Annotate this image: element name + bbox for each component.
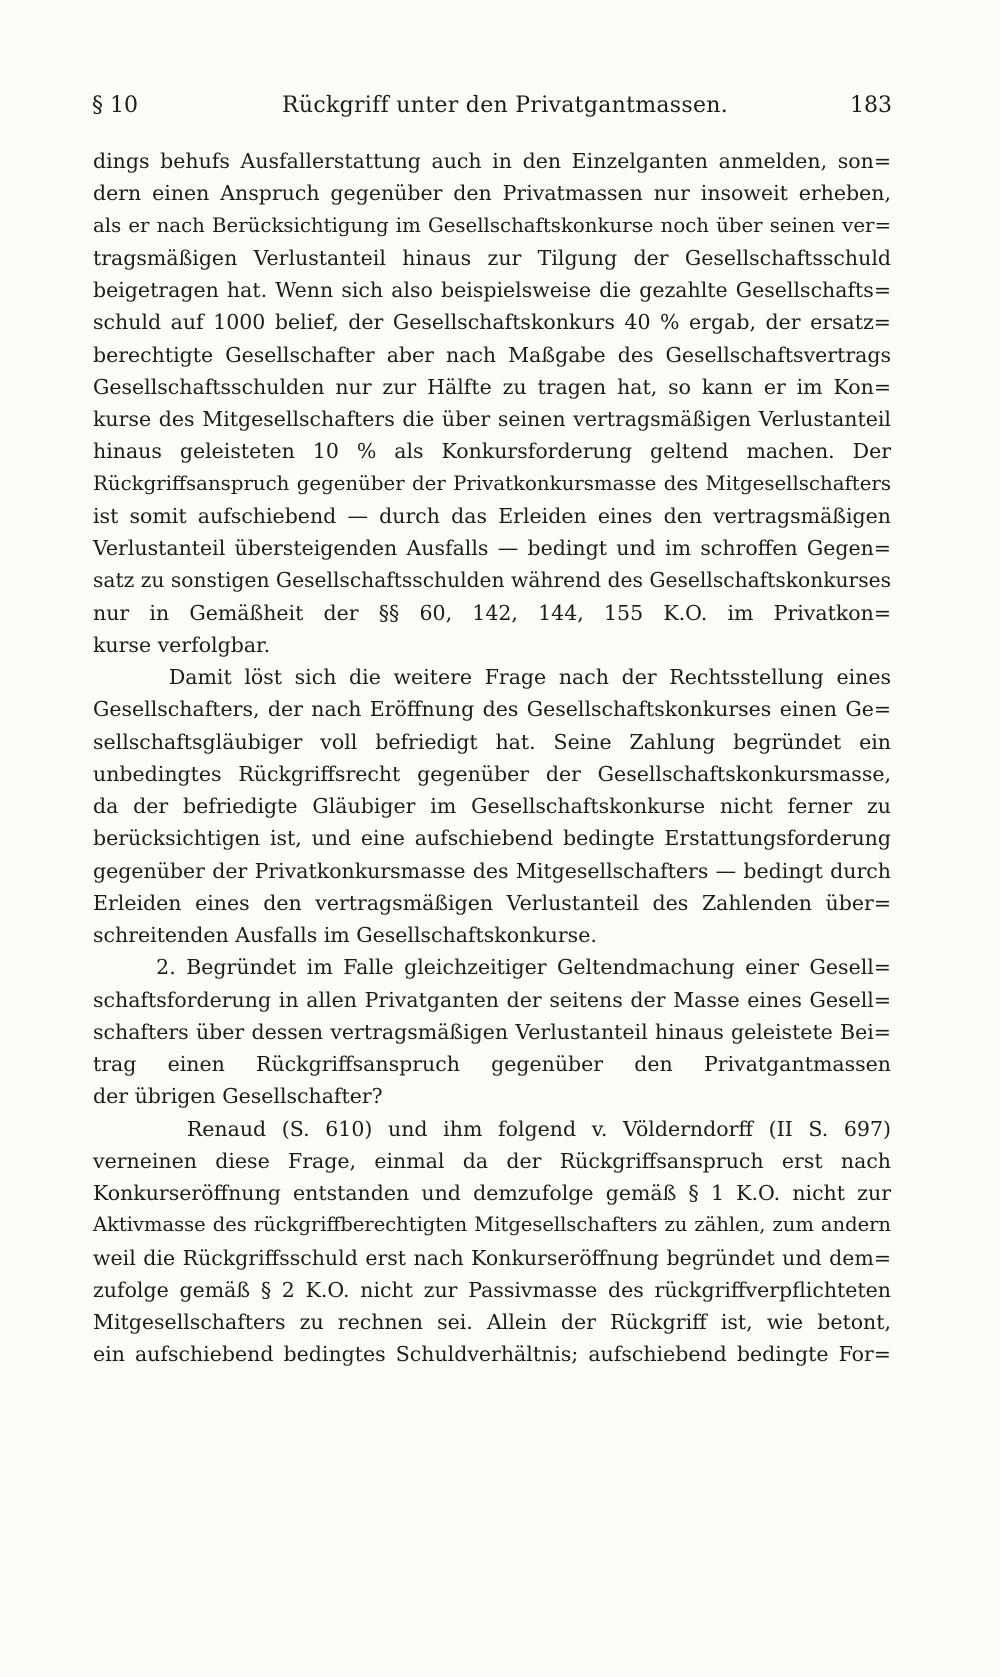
text-line: Renaud (S. 610) und ihm folgend v. Völderndorff (II S. 697): [93, 1116, 891, 1141]
text-line: da der befriedigte Gläubiger im Gesellschaftskonkurse nicht ferner zu: [93, 794, 891, 818]
page-number: 183: [850, 93, 892, 118]
text-line: beigetragen hat. Wenn sich also beispielsweise die gezahlte Gesellschafts=: [93, 278, 891, 302]
text-line: Verlustanteil übersteigenden Ausfalls — bedingt und im schroffen Gegen=: [93, 536, 891, 560]
text-line: berücksichtigen ist, und eine aufschiebend bedingte Erstattungsforderung: [93, 826, 891, 851]
text-line: dings behufs Ausfallerstattung auch in den Einzelganten anmelden, son=: [93, 149, 891, 173]
text-line: schreitenden Ausfalls im Gesellschaftskonkurse.: [93, 923, 597, 947]
text-line: unbedingtes Rückgriffsrecht gegenüber der Gesellschaftskonkursmasse,: [93, 761, 891, 786]
text-line: tragsmäßigen Verlustanteil hinaus zur Tilgung der Gesellschaftsschuld: [93, 245, 891, 270]
text-line: kurse verfolgbar.: [93, 632, 271, 657]
running-header: [92, 93, 892, 127]
text-line: Rückgriffsanspruch gegenüber der Privatkonkursmasse des Mitgesellschafters: [93, 471, 891, 495]
text-line: als er nach Berücksichtigung im Gesellschaftskonkurse noch über seinen ver=: [93, 213, 891, 237]
text-line: schaftsforderung in allen Privatganten der seitens der Masse eines Gesell=: [93, 987, 891, 1012]
text-line: ist somit aufschiebend — durch das Erleiden eines den vertragsmäßigen: [93, 503, 891, 528]
text-line: zufolge gemäß § 2 K.O. nicht zur Passivmasse des rückgriffverpflichteten: [93, 1277, 891, 1302]
text-line: Erleiden eines den vertragsmäßigen Verlustanteil des Zahlenden über=: [93, 890, 891, 915]
text-line: dern einen Anspruch gegenüber den Privatmassen nur insoweit erheben,: [93, 181, 891, 206]
text-line: schuld auf 1000 belief, der Gesellschaftskonkurs 40 % ergab, der ersatz=: [93, 310, 891, 335]
text-line: sellschaftsgläubiger voll befriedigt hat. Seine Zahlung begründet ein: [93, 729, 891, 754]
text-line: berechtigte Gesellschafter aber nach Maßgabe des Gesellschaftsvertrags: [93, 342, 891, 367]
text-line: Konkurseröffnung entstanden und demzufolge gemäß § 1 K.O. nicht zur: [93, 1181, 891, 1205]
text-line: ein aufschiebend bedingtes Schuldverhältnis; aufschiebend bedingte For=: [93, 1342, 891, 1367]
text-line: satz zu sonstigen Gesellschaftsschulden während des Gesellschaftskonkurses: [93, 568, 891, 593]
text-line: schafters über dessen vertragsmäßigen Verlustanteil hinaus geleistete Bei=: [93, 1019, 891, 1044]
text-line: verneinen diese Frage, einmal da der Rückgriffsanspruch erst nach: [93, 1148, 891, 1173]
text-line: Gesellschaftsschulden nur zur Hälfte zu tragen hat, so kann er im Kon=: [93, 374, 891, 399]
text-line: der übrigen Gesellschafter?: [93, 1084, 383, 1109]
text-line: gegenüber der Privatkonkursmasse des Mitgesellschafters — bedingt durch: [93, 858, 891, 883]
section-number: § 10: [92, 93, 138, 118]
text-line: trag einen Rückgriffsanspruch gegenüber den Privatgantmassen: [93, 1052, 891, 1076]
text-line: weil die Rückgriffsschuld erst nach Konkurseröffnung begründet und dem=: [93, 1245, 891, 1270]
text-line: Gesellschafters, der nach Eröffnung des Gesellschaftskonkurses einen Ge=: [93, 697, 891, 722]
text-line: 2. Begründet im Falle gleichzeitiger Geltendmachung einer Gesell=: [93, 955, 891, 980]
text-line: Mitgesellschafters zu rechnen sei. Allein der Rückgriff ist, wie betont,: [93, 1310, 891, 1334]
text-line: Aktivmasse des rückgriffberechtigten Mitgesellschafters zu zählen, zum andern: [93, 1213, 891, 1237]
body-text: [93, 145, 891, 1371]
text-line: Damit löst sich die weitere Frage nach der Rechtsstellung eines: [93, 665, 891, 689]
running-title: Rückgriff unter den Privatgantmassen.: [282, 93, 729, 118]
text-line: kurse des Mitgesellschafters die über seinen vertragsmäßigen Verlustanteil: [93, 407, 891, 431]
text-line: hinaus geleisteten 10 % als Konkursforderung geltend machen. Der: [93, 439, 891, 464]
text-line: nur in Gemäßheit der §§ 60, 142, 144, 155 K.O. im Privatkon=: [93, 600, 891, 625]
